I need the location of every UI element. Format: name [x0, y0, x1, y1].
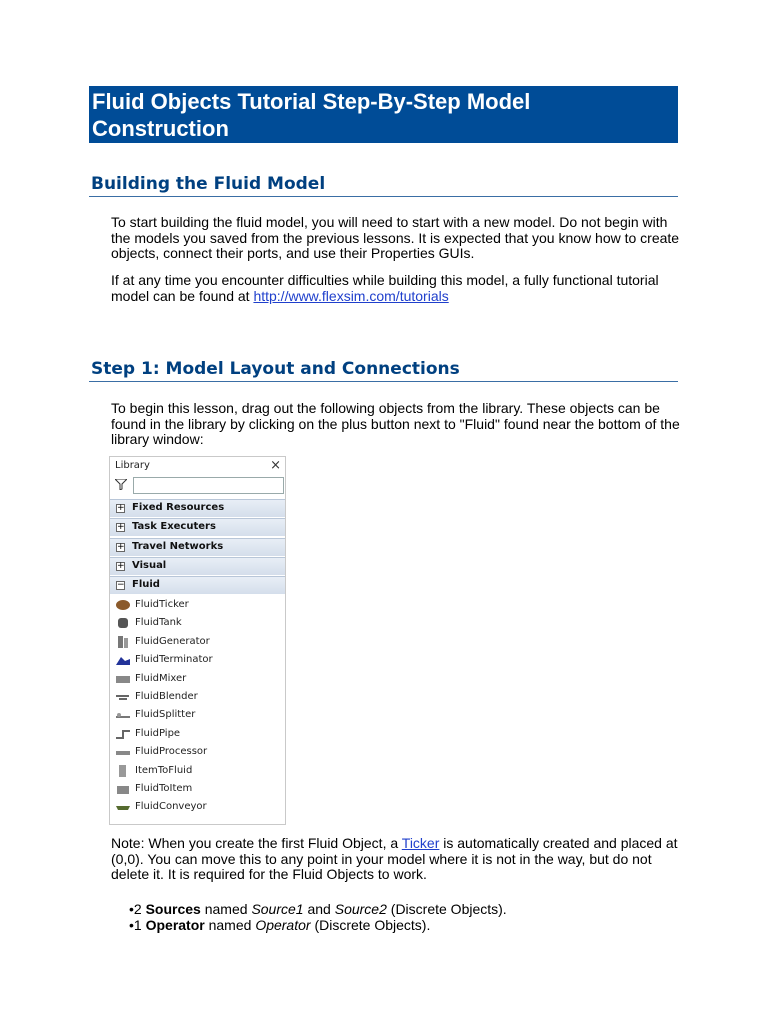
item-text: (Discrete Objects).: [386, 901, 507, 917]
library-item-fluidpipe[interactable]: [110, 725, 285, 743]
fluid-generator-icon: [115, 636, 131, 648]
item-name: Source1: [251, 901, 304, 917]
fluid-terminator-icon: [115, 654, 131, 666]
bullet-marker: •: [129, 901, 134, 917]
category-label: Fixed Resources: [132, 502, 225, 513]
fluid-pipe-icon: [115, 728, 131, 740]
fluid-splitter-icon: [115, 709, 131, 721]
collapse-icon[interactable]: −: [117, 580, 125, 590]
item-label: FluidConveyor: [135, 801, 207, 812]
item-text: and: [303, 901, 335, 917]
section-divider: [89, 381, 678, 382]
item-label: FluidToItem: [135, 783, 193, 794]
category-label: Travel Networks: [132, 541, 224, 552]
item-name: Operator: [255, 917, 311, 933]
library-item-fluidticker[interactable]: [110, 596, 285, 614]
library-item-fluidblender[interactable]: [110, 688, 285, 706]
item-text: (Discrete Objects).: [310, 917, 431, 933]
fluid-tank-icon: [115, 617, 131, 629]
library-item-itemtofluid[interactable]: [110, 762, 285, 780]
document-title: Fluid Objects Tutorial Step-By-Step Model Construction: [92, 89, 531, 141]
library-item-fluidterminator[interactable]: [110, 651, 285, 669]
item-text: named: [204, 917, 256, 933]
section-divider: [89, 196, 678, 197]
fluid-ticker-icon: [115, 599, 131, 611]
paragraph-note: [111, 836, 681, 883]
library-item-fluidmixer[interactable]: [110, 670, 285, 688]
fluid-to-item-icon: [115, 783, 131, 795]
library-title: Library: [115, 460, 150, 471]
item-text: named: [200, 901, 252, 917]
item-count: 2: [133, 901, 146, 917]
paragraph-help: [111, 273, 681, 304]
library-category-visual[interactable]: [110, 557, 285, 575]
item-label: FluidProcessor: [135, 746, 208, 757]
filter-icon[interactable]: [115, 479, 127, 493]
library-panel: [109, 456, 286, 825]
fluid-processor-icon: [115, 746, 131, 758]
item-label: FluidSplitter: [135, 709, 196, 720]
item-label: FluidPipe: [135, 728, 181, 739]
ticker-link[interactable]: Ticker: [401, 835, 440, 851]
library-filter-input[interactable]: [133, 477, 284, 494]
paragraph-help-text: If at any time you encounter difficulties while building this model, a fully functional tutorial model can be found at: [111, 272, 659, 304]
section-heading-building: Building the Fluid Model: [91, 174, 326, 194]
item-label: FluidTerminator: [135, 654, 213, 665]
item-label: ItemToFluid: [135, 765, 193, 776]
document-title-bar: [89, 86, 678, 143]
category-label: Task Executers: [132, 521, 216, 532]
expand-icon[interactable]: +: [117, 503, 125, 513]
note-text: is automatically created and placed at (0,0). You can move this to any point in your model where it is not in the way, but do not delete it. It is required for the Fluid Objects to work.: [111, 835, 678, 882]
library-item-fluidprocessor[interactable]: [110, 743, 285, 761]
item-label: FluidTank: [135, 617, 182, 628]
library-item-fluidtank[interactable]: [110, 614, 285, 632]
fluid-blender-icon: [115, 691, 131, 703]
section-heading-step1: Step 1: Model Layout and Connections: [91, 359, 460, 379]
list-item: [129, 917, 430, 933]
paragraph-step1: To begin this lesson, drag out the following objects from the library. These objects can be found in the library by clicking on the plus button next to "Fluid" found near the bottom of the library window:: [111, 400, 680, 447]
fluid-conveyor-icon: [115, 801, 131, 813]
library-item-fluidsplitter[interactable]: [110, 706, 285, 724]
item-label: FluidTicker: [135, 599, 189, 610]
item-count: 1: [133, 917, 146, 933]
item-label: FluidMixer: [135, 673, 187, 684]
paragraph-intro: To start building the fluid model, you will need to start with a new model. Do not begin with the models you saved from the previous lessons. It is expected that you know how to create objects, connect their ports, and use their Properties GUIs.: [111, 214, 680, 261]
library-item-fluidconveyor[interactable]: [110, 798, 285, 816]
item-label: FluidBlender: [135, 691, 198, 702]
library-category-fluid[interactable]: [110, 576, 285, 594]
close-icon[interactable]: ×: [270, 458, 281, 473]
item-to-fluid-icon: [115, 765, 131, 777]
library-category-task-executers[interactable]: [110, 518, 285, 536]
item-type: Sources: [145, 901, 201, 917]
expand-icon[interactable]: +: [117, 561, 125, 571]
list-item: [129, 901, 507, 917]
library-item-fluidgenerator[interactable]: [110, 633, 285, 651]
expand-icon[interactable]: +: [117, 522, 125, 532]
library-item-fluidtoitem[interactable]: [110, 780, 285, 798]
note-text: Note: When you create the first Fluid Object, a: [111, 835, 402, 851]
tutorials-link[interactable]: http://www.flexsim.com/tutorials: [253, 287, 449, 304]
item-type: Operator: [145, 917, 205, 933]
item-label: FluidGenerator: [135, 636, 210, 647]
fluid-mixer-icon: [115, 673, 131, 685]
library-category-travel-networks[interactable]: [110, 538, 285, 556]
category-label: Visual: [132, 560, 167, 571]
expand-icon[interactable]: +: [117, 542, 125, 552]
library-header: [110, 457, 285, 475]
library-category-fixed-resources[interactable]: [110, 499, 285, 517]
bullet-marker: •: [129, 917, 134, 933]
item-name: Source2: [334, 901, 387, 917]
category-label: Fluid: [132, 579, 160, 590]
